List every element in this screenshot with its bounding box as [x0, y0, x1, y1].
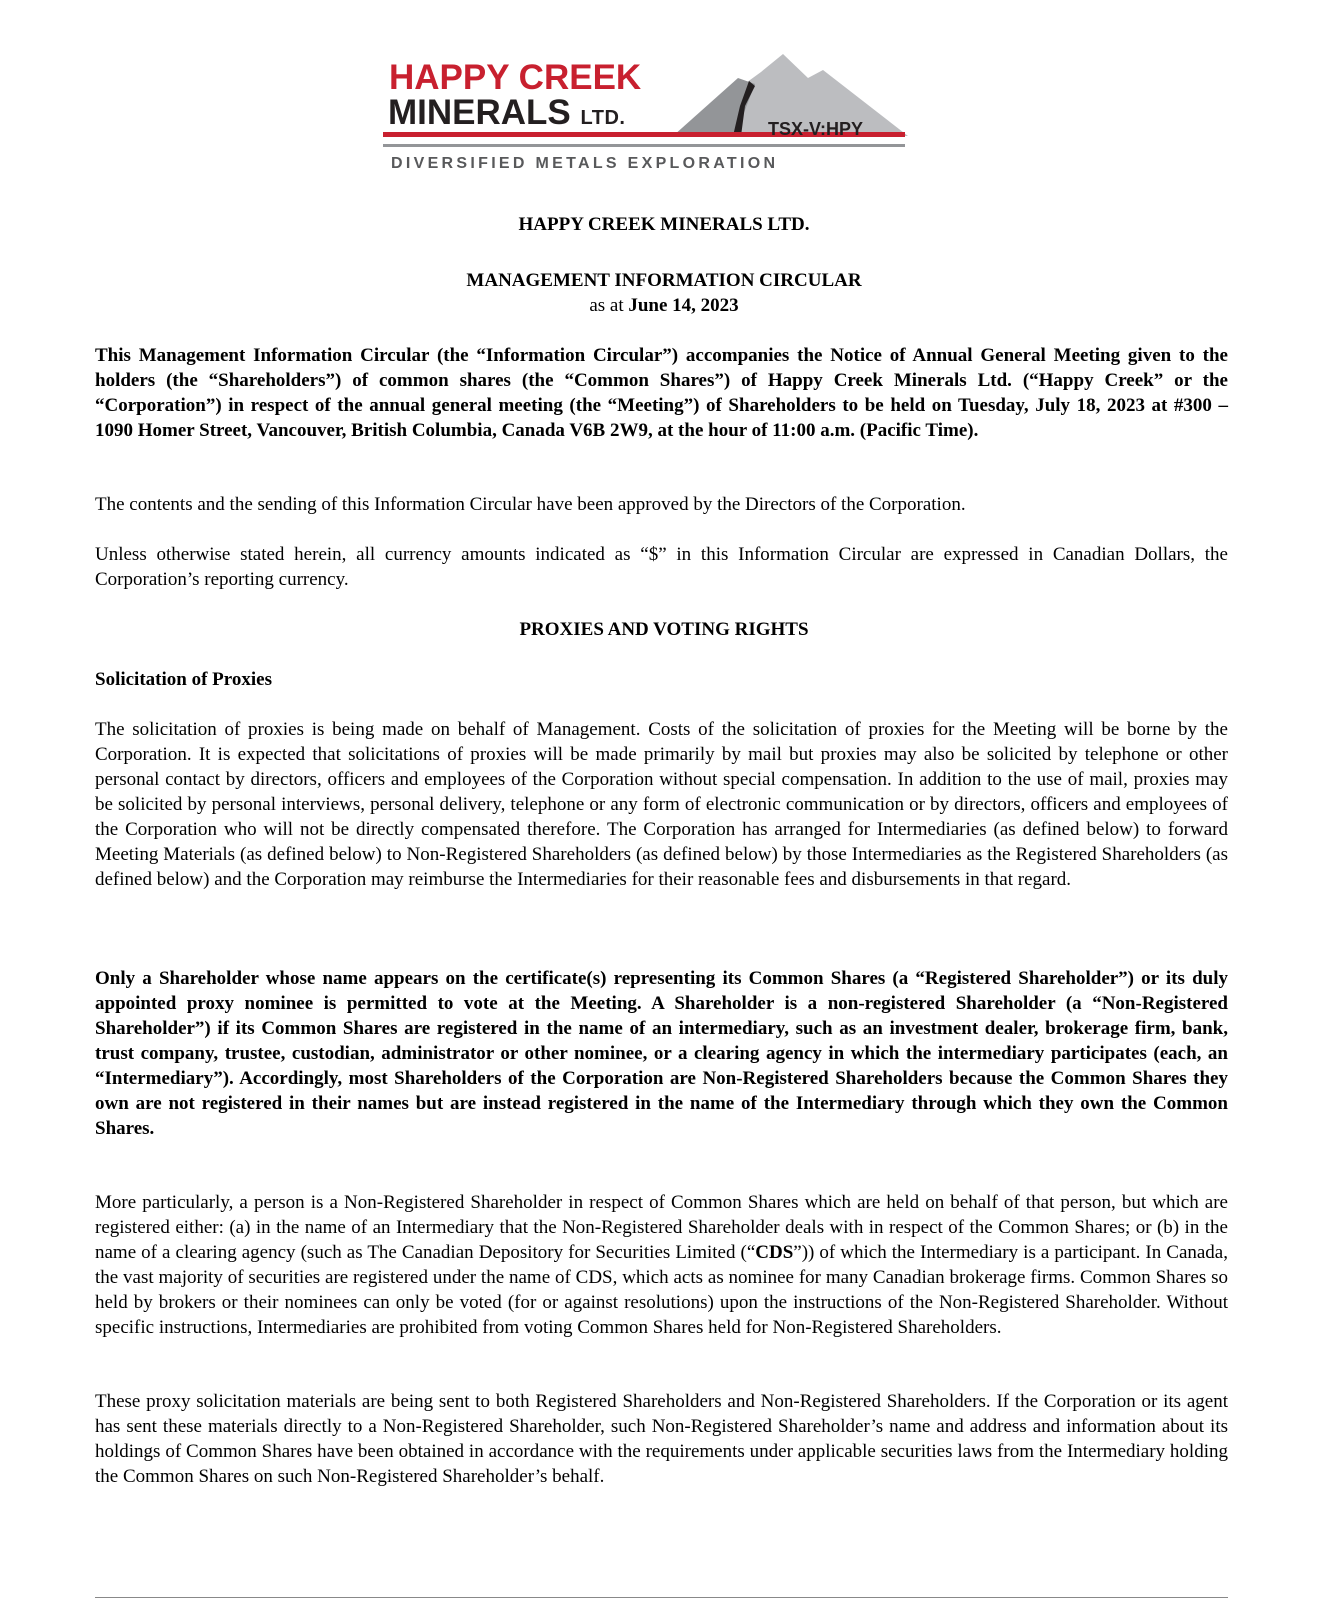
document-title: MANAGEMENT INFORMATION CIRCULAR — [466, 270, 862, 291]
registered-shareholder-paragraph: Only a Shareholder whose name appears on the certificate(s) representing its Common Shares (a “Registered Shareholder”) or its duly appointed proxy nominee is permitted to vote at the Meeting. A Shareholder is a non-registered Shareholder (a “Non-Registered Shareholder”) if its Common Shares are registered in the name of an intermediary, such as an investment dealer, brokerage firm, bank, trust company, trustee, custodian, administrator or other nominee, or a clearing agency in which the intermediary participates (each, an “Intermediary”). Accordingly, most Shareholders of the Corporation are Non-Registered Shareholders because the Common Shares they own are not registered in their names but are instead registered in the name of the Intermediary through which they own the Common Shares. — [95, 968, 1228, 1139]
non-registered-text-a: More particularly, a person is a Non-Registered Shareholder in respect of Common Shares which are held on behalf of that person, but which are registered either: (a) in the name of an Intermediary that the Non-Registered Shareholder deals with in respect of the Common Shares; or (b) in the name of a clearing agency (such as The Canadian Depository for Securities Limited (“ — [95, 1192, 1228, 1263]
logo-minerals: MINERALS — [388, 93, 571, 132]
non-registered-paragraph — [95, 1190, 1228, 1340]
footer-divider — [95, 1597, 1228, 1598]
solicitation-paragraph: The solicitation of proxies is being made on behalf of Management. Costs of the solicitation of proxies for the Meeting will be borne by the Corporation. It is expected that solicitations of proxies will be made primarily by mail but proxies may also be solicited by telephone or other personal contact by directors, officers and employees of the Corporation without special compensation. In addition to the use of mail, proxies may be solicited by personal interviews, personal delivery, telephone or any form of electronic communication or by directors, officers and employees of the Corporation who will not be directly compensated therefore. The Corporation has arranged for Intermediaries (as defined below) to forward Meeting Materials (as defined below) to Non-Registered Shareholders (as defined below) by those Intermediaries as the Registered Shareholders (as defined below) and the Corporation may reimburse the Intermediaries for their reasonable fees and disbursements in that regard. — [95, 719, 1228, 890]
currency-paragraph: Unless otherwise stated herein, all currency amounts indicated as “$” in this Information Circular are expressed in Canadian Dollars, the Corporation’s reporting currency. — [95, 544, 1228, 590]
logo-ticker: TSX-V:HPY — [768, 119, 864, 139]
non-registered-text-b: ”)) of which the Intermediary is a participant. In Canada, the vast majority of securities are registered under the name of CDS, which acts as nominee for many Canadian brokerage firms. Common Shares so held by brokers or their nominees can only be voted (for or against resolutions) upon the instructions of the Non-Registered Shareholder. Without specific instructions, Intermediaries are prohibited from voting Common Shares held for Non-Registered Shareholders. — [95, 1242, 1228, 1338]
logo-line1: HAPPY CREEK — [389, 58, 642, 97]
date-prefix: as at — [589, 295, 629, 316]
document-date: June 14, 2023 — [628, 295, 739, 316]
logo-tagline: DIVERSIFIED METALS EXPLORATION — [391, 155, 779, 172]
intro-paragraph: This Management Information Circular (the “Information Circular”) accompanies the Notice of Annual General Meeting given to the holders (the “Shareholders”) of common shares (the “Common Shares”) of Happy Creek Minerals Ltd. (“Happy Creek” or the “Corporation”) in respect of the annual general meeting (the “Meeting”) of Shareholders to be held on Tuesday, July 18, 2023 at #300 – 1090 Homer Street, Vancouver, British Columbia, Canada V6B 2W9, at the hour of 11:00 a.m. (Pacific Time). — [95, 345, 1228, 441]
materials-paragraph: These proxy solicitation materials are being sent to both Registered Shareholders and Non-Registered Shareholders. If the Corporation or its agent has sent these materials directly to a Non-Registered Shareholder, such Non-Registered Shareholder’s name and address and information about its holdings of Common Shares have been obtained in accordance with the requirements under applicable securities laws from the Intermediary holding the Common Shares on such Non-Registered Shareholder’s behalf. — [95, 1391, 1228, 1487]
company-logo — [383, 48, 928, 182]
company-name: HAPPY CREEK MINERALS LTD. — [518, 214, 810, 235]
section-heading: PROXIES AND VOTING RIGHTS — [519, 619, 809, 640]
cds-term: CDS — [755, 1242, 794, 1263]
logo-ltd: LTD. — [580, 107, 626, 129]
document-date-line — [0, 293, 1328, 318]
subheading-solicitation: Solicitation of Proxies — [95, 669, 272, 690]
logo-line2 — [388, 95, 625, 130]
approval-paragraph: The contents and the sending of this Information Circular have been approved by the Directors of the Corporation. — [95, 494, 966, 515]
